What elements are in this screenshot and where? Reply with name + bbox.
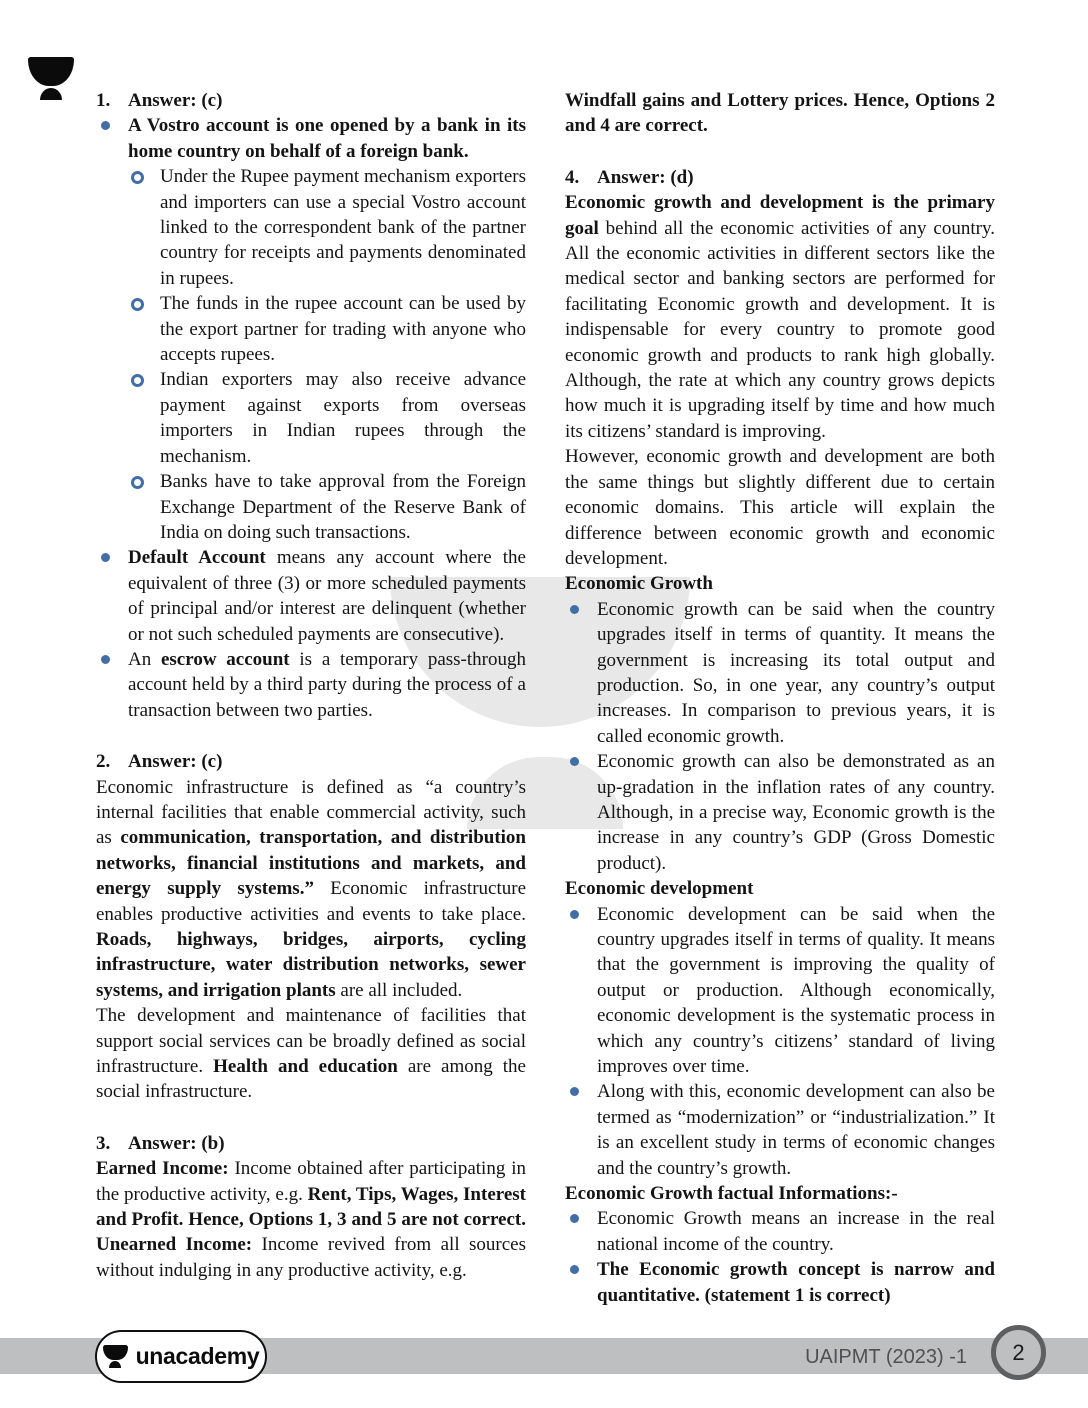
bold-text-segment: Answer: (c) xyxy=(128,751,223,773)
text-segment: Along with this, economic development can also be termed as “modernization” or “industrialization.” It is an excellent study in terms of economic changes and the country’s growth. xyxy=(597,1081,995,1179)
answer-item xyxy=(96,749,526,774)
unacademy-trophy-icon xyxy=(28,57,74,100)
bullet-ring-icon xyxy=(131,374,144,387)
bold-text-segment: Economic Growth xyxy=(565,573,713,595)
text-segment: Economic development can be said when the country upgrades itself in terms of quality. It means that the government is improving the quality of output or production. Although economically, economic development is the systematic process in which any country’s citizens’ standard of living improves over time. xyxy=(597,903,995,1078)
paragraph xyxy=(96,775,526,1004)
bold-text-segment: escrow account xyxy=(160,648,290,670)
bullet-dot-icon xyxy=(101,553,110,562)
bullet-item xyxy=(96,647,526,723)
text-segment: Banks have to take approval from the Foreign Exchange Department of the Reserve Bank of India on doing such transactions. xyxy=(160,471,526,543)
bold-text-segment: Health and education xyxy=(213,1056,398,1078)
text-segment: are among the social infrastructure. xyxy=(96,1056,526,1103)
bold-text-segment: Default Account xyxy=(128,547,266,569)
section-heading xyxy=(565,876,995,901)
item-text xyxy=(128,1131,526,1156)
bullet-dot-icon xyxy=(101,655,110,664)
section-heading xyxy=(565,571,995,596)
vertical-gap xyxy=(96,1105,526,1131)
bold-text-segment: Earned Income: xyxy=(96,1158,229,1180)
text-segment: An xyxy=(128,648,161,670)
bullet-dot-icon xyxy=(570,1265,579,1274)
page-number: 2 xyxy=(1012,1339,1025,1365)
item-number: 1. xyxy=(96,90,111,111)
answer-item xyxy=(96,88,526,113)
section-heading xyxy=(565,1181,995,1206)
item-text xyxy=(597,165,995,190)
item-text xyxy=(128,749,526,774)
text-segment: Income revived from all sources without indulging in any productive activity, e.g. xyxy=(96,1234,526,1281)
vertical-gap xyxy=(96,723,526,749)
trophy-bowl-shape xyxy=(103,1345,128,1360)
right-text-column xyxy=(565,88,995,1308)
bullet-dot-icon xyxy=(570,757,579,766)
paragraph xyxy=(96,1003,526,1105)
bold-text-segment: Answer: (b) xyxy=(128,1132,225,1154)
text-segment: are all included. xyxy=(335,979,463,1001)
paragraph xyxy=(565,444,995,571)
bold-text-segment: Rent, Tips, Wages, Interest and Profit. Hence, Options 1, 3 and 5 are not correct. xyxy=(96,1183,526,1231)
bold-text-segment: Economic growth and development is the primary goal xyxy=(565,192,995,239)
unacademy-wordmark: unacademy xyxy=(135,1343,260,1369)
left-text-column xyxy=(96,88,526,1283)
text-segment: Economic Growth means an increase in the real national income of the country. xyxy=(597,1208,995,1255)
vertical-gap xyxy=(565,139,995,165)
page-number-badge xyxy=(991,1325,1046,1380)
item-number: 2. xyxy=(96,751,111,773)
bullet-dot-icon xyxy=(570,605,579,614)
document-label: UAIPMT (2023) -1 xyxy=(805,1346,967,1368)
bullet-ring-icon xyxy=(131,298,144,311)
text-segment: Economic infrastructure enables productive activities and events to take place. xyxy=(96,878,527,925)
sub-bullet-item xyxy=(96,367,526,469)
paragraph xyxy=(565,190,995,444)
bold-text-segment: A Vostro account is one opened by a bank in its home country on behalf of a foreign bank. xyxy=(128,115,526,162)
trophy-base-shape xyxy=(109,1361,121,1368)
bullet-dot-icon xyxy=(101,121,110,130)
text-segment: The funds in the rupee account can be used by the export partner for trading with anyone who accepts rupees. xyxy=(160,293,526,366)
text-segment: The development and maintenance of facilities that support social services can be broadly defined as social infrastructure. xyxy=(96,1005,526,1078)
bullet-ring-icon xyxy=(131,476,144,489)
bullet-item xyxy=(565,1257,995,1308)
item-number: 3. xyxy=(96,1132,111,1154)
bullet-item xyxy=(96,545,526,647)
paragraph xyxy=(565,88,995,139)
text-segment: Economic infrastructure is defined as “a country’s internal facilities that enable commercial activity, such as xyxy=(96,776,526,849)
text-segment: Under the Rupee payment mechanism exporters and importers can use a special Vostro account linked to the correspondent bank of the partner country for receipts and payments denominated in rupees. xyxy=(160,166,526,289)
sub-bullet-item xyxy=(96,469,526,545)
text-segment: Income obtained after participating in the productive activity, e.g. xyxy=(96,1158,526,1205)
bullet-dot-icon xyxy=(570,1214,579,1223)
unacademy-logo-badge xyxy=(95,1330,267,1383)
bullet-item xyxy=(565,1206,995,1257)
item-number: 4. xyxy=(565,166,580,188)
bullet-item xyxy=(96,113,526,164)
bold-text-segment: Windfall gains and Lottery prices. Hence, Options 2 and 4 are correct. xyxy=(565,90,995,137)
text-segment: Indian exporters may also receive advance payment against exports from overseas importers in Indian rupees through the mechanism. xyxy=(160,369,526,467)
bullet-dot-icon xyxy=(570,1087,579,1096)
answer-item xyxy=(565,165,995,190)
trophy-base-shape xyxy=(40,88,62,100)
sub-bullet-item xyxy=(96,291,526,367)
bold-text-segment: Economic development xyxy=(565,878,754,900)
bullet-ring-icon xyxy=(131,171,144,184)
text-segment: behind all the economic activities of any country. All the economic activities in different sectors like the medical sector and banking sectors are performed for facilitating Economic growth and development. It is indispensable for every country to promote good economic growth and products to rank high globally. Although, the rate at which any country grows depicts how much it is upgrading itself by time and how much its citizens’ standard is improving. xyxy=(565,217,995,442)
sub-bullet-item xyxy=(96,164,526,291)
bold-text-segment: communication, transportation, and distribution networks, financial institutions and markets, and energy supply systems.” xyxy=(96,827,526,900)
item-text xyxy=(128,88,526,113)
bullet-item xyxy=(565,749,995,876)
bullet-item xyxy=(565,597,995,749)
trophy-bowl-shape xyxy=(28,57,74,86)
bold-text-segment: The Economic growth concept is narrow and quantitative. (statement 1 is correct) xyxy=(597,1259,995,1306)
text-segment: However, economic growth and development are both the same things but slightly different due to certain economic domains. This article will explain the difference between economic growth and economic development. xyxy=(565,446,995,569)
bullet-item xyxy=(565,1079,995,1181)
text-segment: Economic growth can be said when the country upgrades itself in terms of quantity. It means the government is increasing its total output and production. So, in one year, any country’s output increases. In comparison to previous years, it is called economic growth. xyxy=(597,598,995,747)
bullet-dot-icon xyxy=(570,910,579,919)
text-segment: is a temporary pass-through account held by a third party during the process of a transaction between two parties. xyxy=(128,648,526,721)
unacademy-trophy-icon xyxy=(103,1345,128,1368)
paragraph xyxy=(96,1156,526,1283)
bold-text-segment: Roads, highways, bridges, airports, cycling infrastructure, water distribution networks, sewer systems, and irrigation plants xyxy=(96,929,526,1001)
bold-text-segment: Unearned Income: xyxy=(96,1234,253,1256)
answer-item xyxy=(96,1131,526,1156)
text-segment: Economic growth can also be demonstrated as an up-gradation in the inflation rates of any country. Although, in a precise way, Economic growth is the increase in any country’s GDP (Gross Domestic product). xyxy=(597,751,995,874)
bold-text-segment: Economic Growth factual Informations:- xyxy=(565,1183,898,1205)
bold-text-segment: Answer: (c) xyxy=(128,90,223,111)
bold-text-segment: Answer: (d) xyxy=(597,166,694,188)
bullet-item xyxy=(565,902,995,1080)
text-segment: means any account where the equivalent of three (3) or more scheduled payments of principal and/or interest are delinquent (whether or not such scheduled payments are consecutive). xyxy=(128,547,526,645)
